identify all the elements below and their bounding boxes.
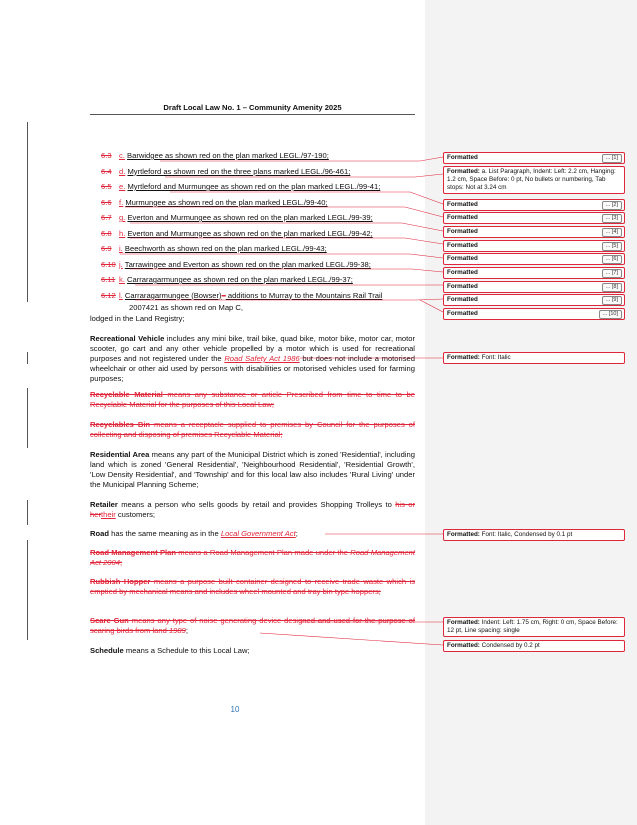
balloon-detail: a. List Paragraph, Indent: Left: 2.2 cm, Hanging: 1.2 cm, Space Before: 0 pt, No bullets or numbering, Tab stops: Not at 3.24 cm (447, 168, 616, 191)
connector-line (170, 192, 443, 204)
definition-rubbish-hopper: Rubbish Hopper means a purpose built container designed to receive trade waste which is emptied by mechanical means and includes wheel mounted and tray bin type hoppers; (90, 577, 416, 596)
list-item-text: Carraragarmungee (Bowser) (124, 290, 222, 300)
definition-retailer: Retailer means a person who sells goods by retail and provides Shopping Trolleys to his or hertheir customers; (90, 500, 415, 519)
balloon-label: Formatted (447, 310, 478, 317)
page-header: Draft Local Law No. 1 – Community Amenity 2025 (163, 103, 342, 112)
new-number: e. (119, 182, 126, 191)
old-number: 6.8 (101, 228, 112, 238)
balloon-label: Formatted (447, 154, 478, 161)
list-item-text: Carraragarmungee as shown red on the plan marked LEGL./99-37; (127, 275, 353, 284)
definition-scare-gun: Scare Gun means any type of noise generating device designed and used for the purpose of scaring birds from land 1989; (90, 616, 416, 635)
balloon-more-button[interactable]: ... [6] (602, 255, 622, 264)
old-number: 6.12 (101, 290, 116, 300)
lodged-text: lodged in the Land Registry; (90, 314, 185, 323)
old-number: 6.11 (101, 275, 116, 284)
connector-line (135, 299, 443, 300)
connector-line (260, 633, 443, 645)
new-number: f. (119, 197, 124, 207)
formatting-balloon[interactable] (443, 199, 625, 211)
formatting-balloon[interactable] (443, 240, 625, 252)
page-number: 10 (230, 705, 240, 714)
balloon-more-button[interactable]: ... [4] (602, 228, 622, 237)
balloon-label: Formatted (447, 255, 478, 262)
definition-road: Road has the same meaning as in the Local Government Act; (90, 529, 298, 538)
new-number: i. (119, 244, 123, 253)
balloon-more-button[interactable]: ... [1] (602, 154, 622, 163)
connector-line (130, 238, 443, 244)
formatting-balloon[interactable] (443, 617, 625, 637)
balloon-label: Formatted: (447, 531, 480, 538)
deleted-text: – (221, 290, 226, 300)
definition-recreational-vehicle: Recreational Vehicle includes any mini bike, trail bike, quad bike, motor bike, motor car, motor scooter, go cart and any other vehicle propelled by a motor which is used for recreational purposes and not registered under the Road Safety Act 1986 but does not include a motorised wheelchair or other aid used by persons with disabilities or motorised vehicles used for farming purposes; (90, 334, 415, 383)
balloon-more-button[interactable]: ... [7] (602, 269, 622, 278)
balloon-detail: Indent: Left: 1.75 cm, Right: 0 cm, Space Before: 12 pt, Line spacing: single (447, 619, 618, 634)
definition-schedule: Schedule means a Schedule to this Local Law; (90, 646, 250, 655)
balloon-label: Formatted (447, 296, 478, 303)
formatting-balloon[interactable] (443, 253, 625, 265)
definition-road-management-plan: Road Management Plan means a Road Management Plan made under the Road Management Act 2004; (90, 548, 416, 567)
new-number: k. (119, 275, 125, 284)
list-item-continuation: 2007421 as shown red on Map C, (129, 302, 243, 312)
balloon-detail: Font: Italic (479, 354, 511, 361)
list-item-text: Murmungee as shown red on the plan marked LEGL./99-40; (125, 197, 328, 207)
balloon-label: Formatted: (447, 168, 480, 175)
new-number: d. (119, 166, 126, 176)
balloon-label: Formatted: (447, 642, 480, 649)
balloon-more-button[interactable]: ... [2] (602, 201, 622, 210)
connector-line (165, 174, 443, 177)
formatting-balloon[interactable] (443, 267, 625, 279)
list-item-text: Beechworth as shown red on the plan marked LEGL./99-43; (124, 244, 327, 253)
old-number: 6.5 (101, 182, 112, 191)
formatting-balloon[interactable] (443, 212, 625, 224)
formatting-balloon[interactable] (443, 226, 625, 238)
formatting-balloon[interactable] (443, 640, 625, 652)
old-number: 6.3 (101, 151, 112, 160)
balloon-more-button[interactable]: ... [9] (602, 296, 622, 305)
list-item-text: Myrtleford as shown red on the three plans marked LEGL./96-461; (127, 166, 351, 176)
old-number: 6.7 (101, 213, 112, 222)
old-number: 6.6 (101, 197, 112, 207)
old-number: 6.4 (101, 166, 112, 176)
definition-recyclables-bin: Recyclables Bin means a receptacle supplied to premises by Council for the purposes of collecting and disposing of premises Recyclable Material; (90, 420, 416, 439)
list-item-text: Tarrawingee and Everton as shown red on the plan marked LEGL./99-38; (124, 259, 371, 269)
balloon-more-button[interactable]: ... [8] (602, 283, 622, 292)
balloon-label: Formatted (447, 269, 478, 276)
connector-line (160, 157, 443, 161)
balloon-label: Formatted: (447, 354, 480, 361)
connector-line (420, 300, 443, 312)
new-number: h. (119, 228, 126, 238)
balloon-label: Formatted: (447, 619, 480, 626)
list-item-text: Everton and Murmungee as shown red on the plan marked LEGL./99-42; (127, 228, 373, 238)
list-item-text: additions to Murray to the Mountains Rail Trail (225, 290, 383, 300)
balloon-label: Formatted (447, 283, 478, 290)
balloon-detail: Condensed by 0.2 pt (479, 642, 540, 649)
balloon-label: Formatted (447, 201, 478, 208)
new-number: j. (119, 259, 123, 269)
new-number: g. (119, 213, 126, 222)
connector-line (120, 254, 443, 258)
list-item-text: Myrtleford and Murmungee as shown red on the plan marked LEGL./99-41; (127, 182, 381, 191)
balloon-detail: Font: Italic, Condensed by 0.1 pt (479, 531, 573, 538)
balloon-label: Formatted (447, 242, 478, 249)
definition-residential-area: Residential Area means any part of the Municipal District which is zoned 'Residential', including land which is zoned 'General Residential', 'Neighbourhood Residential', 'Residential Growth', 'Low Density Residential', and 'Township' and for this local law also includes 'Rural Living' under the Municipal Planning Scheme; (90, 450, 415, 489)
definition-recyclable-material: Recyclable Material means any substance or article Prescribed from time to time to be Recyclable Material for the purposes of this Local Law; (90, 390, 415, 409)
balloon-label: Formatted (447, 214, 478, 221)
formatting-balloon[interactable] (443, 308, 625, 320)
connector-line (130, 223, 443, 231)
balloon-label: Formatted (447, 228, 478, 235)
list-item-text: Barwidgee as shown red on the plan marked LEGL./97-190; (127, 151, 329, 160)
new-number: c. (119, 151, 125, 160)
formatting-balloon[interactable] (443, 352, 625, 364)
balloon-more-button[interactable]: ... [10] (599, 310, 622, 319)
formatting-balloon[interactable] (443, 281, 625, 293)
formatting-balloon[interactable] (443, 152, 625, 164)
formatting-balloon[interactable] (443, 166, 625, 194)
balloon-more-button[interactable]: ... [3] (602, 214, 622, 223)
formatting-balloon[interactable] (443, 294, 625, 306)
connector-line (125, 207, 443, 217)
old-number: 6.9 (101, 244, 112, 253)
list-item-text: Everton and Murmungee as shown red on the plan marked LEGL./99-39; (127, 213, 373, 222)
formatting-balloon[interactable] (443, 529, 625, 541)
connector-line (130, 269, 443, 272)
balloon-more-button[interactable]: ... [5] (602, 242, 622, 251)
old-number: 6.10 (101, 259, 116, 269)
new-number: l. (119, 290, 123, 300)
